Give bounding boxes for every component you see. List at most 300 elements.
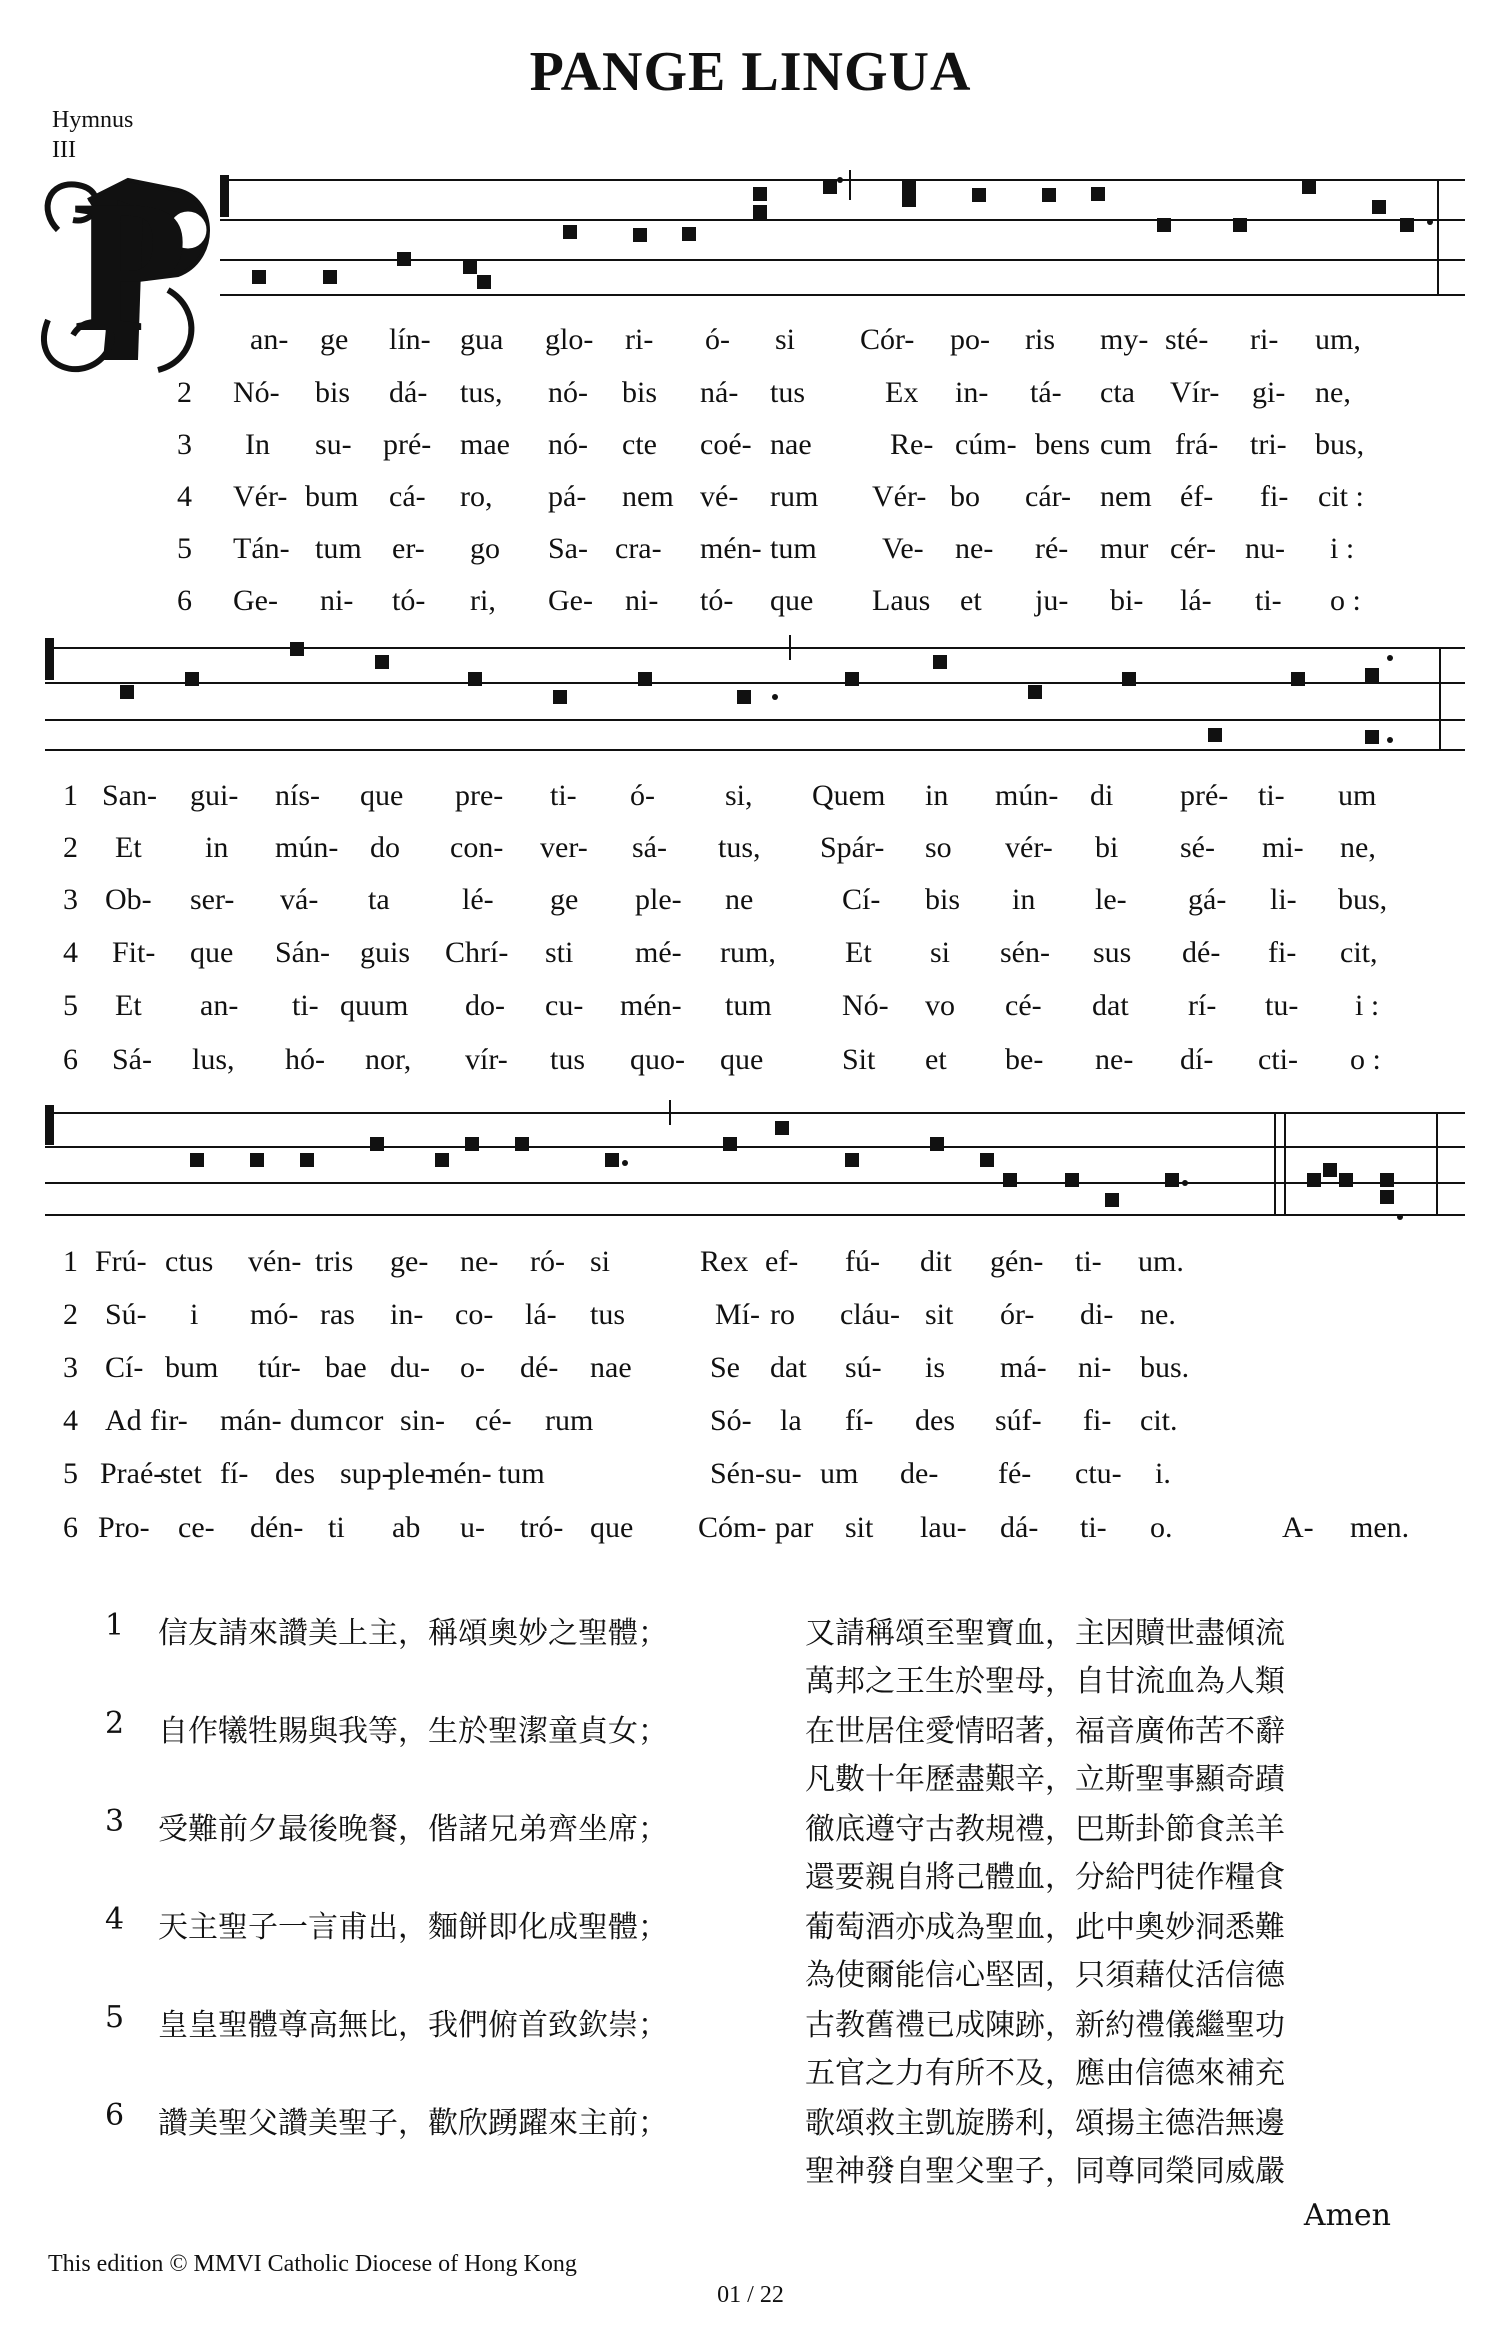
lyric-syllable: li- [1270, 883, 1297, 916]
lyric-syllable: cár- [1025, 480, 1072, 513]
chinese-amen: Amen [1303, 2198, 1391, 2233]
lyric-syllable: 五官之力有所不及，應由信德來補充 [805, 2056, 1285, 2091]
lyric-syllable: Spár- [820, 831, 885, 864]
lyric-syllable: tó- [392, 584, 426, 617]
lyric-syllable: in- [955, 376, 989, 409]
lyric-syllable: ri- [625, 323, 654, 356]
lyric-syllable: Quem [812, 779, 886, 812]
lyric-syllable: Laus [872, 584, 931, 617]
lyric-syllable: bis [315, 376, 351, 409]
lyric-syllable: bus, [1315, 428, 1365, 461]
lyric-syllable: ver- [540, 831, 588, 864]
lyric-syllable: dí- [1180, 1043, 1214, 1076]
lyric-syllable: ni- [625, 584, 659, 617]
lyric-syllable: dá- [389, 376, 428, 409]
lyric-syllable: 為使爾能信心堅固，只須藉仗活信德 [805, 1958, 1285, 1993]
lyric-syllable: co- [455, 1298, 494, 1331]
lyric-syllable: ne- [460, 1245, 499, 1278]
lyric-syllable: ne. [1140, 1298, 1176, 1331]
lyric-syllable: Sén- [710, 1457, 765, 1490]
lyric-syllable: bus, [1338, 883, 1388, 916]
lyric-syllable: er- [392, 532, 425, 565]
lyric-syllable: o : [1350, 1043, 1381, 1076]
lyric-line [0, 779, 1501, 819]
lyric-syllable: an- [200, 989, 239, 1022]
lyric-syllable: guis [360, 936, 411, 969]
lyric-syllable: Sit [842, 1043, 876, 1076]
lyric-syllable: um, [1315, 323, 1361, 356]
lyric-syllable: tum [498, 1457, 545, 1490]
lyric-syllable: si [775, 323, 796, 356]
chinese-verse [0, 2000, 1501, 2048]
lyric-syllable: 又請稱頌至聖寶血，主因贖世盡傾流 [805, 1616, 1285, 1651]
lyric-syllable: mén- [620, 989, 682, 1022]
lyric-syllable: vé- [700, 480, 739, 513]
lyric-syllable: 還要親自將己體血，分給門徒作糧食 [805, 1860, 1285, 1895]
lyric-syllable: tus [770, 376, 806, 409]
lyric-syllable: coé- [700, 428, 752, 461]
lyric-syllable: um [820, 1457, 859, 1490]
lyric-syllable: que [590, 1511, 634, 1544]
lyric-syllable: Ge- [233, 584, 278, 617]
lyric-line [0, 323, 1501, 363]
lyric-syllable: des [915, 1404, 955, 1437]
lyric-syllable: fi- [1083, 1404, 1112, 1437]
lyric-syllable: 4 [63, 1404, 78, 1437]
initial-letter: P [71, 170, 189, 372]
lyric-syllable: nem [622, 480, 674, 513]
lyric-syllable: vér- [1005, 831, 1053, 864]
lyric-syllable: do [370, 831, 400, 864]
lyric-syllable: si [930, 936, 951, 969]
lyric-syllable: sén- [1000, 936, 1050, 969]
lyric-syllable: si, [725, 779, 753, 812]
lyric-syllable: gi- [1252, 376, 1286, 409]
chant-staff [45, 1095, 1445, 1225]
lyric-syllable: lín- [389, 323, 431, 356]
lyric-syllable: rí- [1188, 989, 1217, 1022]
lyric-syllable: sé- [1180, 831, 1215, 864]
amen-syllable: men. [1350, 1511, 1410, 1544]
lyric-syllable: dé- [520, 1351, 559, 1384]
chinese-verse [0, 1902, 1501, 1950]
chinese-verse [0, 1804, 1501, 1852]
lyric-syllable: ple- [635, 883, 682, 916]
lyric-syllable: Cí- [842, 883, 881, 916]
lyric-syllable: bis [925, 883, 961, 916]
lyric-syllable: um. [1138, 1245, 1184, 1278]
lyric-syllable: sté- [1165, 323, 1209, 356]
lyric-syllable: bo [950, 480, 980, 513]
lyric-syllable: 1 [105, 1608, 125, 1643]
lyric-syllable: Sá- [112, 1043, 152, 1076]
lyric-syllable: in [1012, 883, 1036, 916]
lyric-syllable: ri, [470, 584, 496, 617]
lyric-syllable: cor [345, 1404, 384, 1437]
lyric-syllable: 徹底遵守古教規禮，巴斯卦節食羔羊 [805, 1812, 1285, 1847]
lyric-syllable: de- [900, 1457, 939, 1490]
lyric-syllable: Nó- [842, 989, 889, 1022]
lyric-syllable: tus [550, 1043, 586, 1076]
lyric-line [0, 480, 1501, 520]
lyric-syllable: cte [622, 428, 657, 461]
lyric-syllable: 4 [177, 480, 192, 513]
lyric-syllable: 5 [63, 1457, 78, 1490]
lyric-syllable: um [1338, 779, 1377, 812]
lyric-syllable: Vér- [872, 480, 927, 513]
lyric-syllable: 皇皇聖體尊高無比，我們俯首致欽崇； [158, 2008, 668, 2043]
lyric-syllable: que [770, 584, 814, 617]
mode-label [52, 105, 133, 165]
lyric-syllable: tri- [1250, 428, 1287, 461]
lyric-line [0, 532, 1501, 572]
lyric-syllable: Se [710, 1351, 740, 1384]
lyric-syllable: 凡數十年歷盡艱辛，立斯聖事顯奇蹟 [805, 1762, 1285, 1797]
lyric-syllable: bi [1095, 831, 1119, 864]
lyric-syllable: le- [1095, 883, 1127, 916]
lyric-syllable: ge- [390, 1245, 429, 1278]
lyric-syllable: vén- [248, 1245, 302, 1278]
lyric-syllable: túr- [258, 1351, 301, 1384]
lyric-syllable: tró- [520, 1511, 564, 1544]
lyric-syllable: cúm- [955, 428, 1017, 461]
lyric-syllable: 6 [63, 1043, 78, 1076]
lyric-syllable: dit [920, 1245, 952, 1278]
lyric-syllable: i [190, 1298, 199, 1331]
lyric-syllable: ctus [165, 1245, 214, 1278]
lyric-syllable: In [245, 428, 270, 461]
lyric-syllable: cláu- [840, 1298, 900, 1331]
lyric-syllable: ti- [550, 779, 577, 812]
lyric-syllable: cum [1100, 428, 1152, 461]
lyric-syllable: cta [1100, 376, 1135, 409]
lyric-line [0, 936, 1501, 976]
page-title: PANGE LINGUA [529, 41, 972, 103]
lyric-line [0, 1511, 1501, 1551]
lyric-syllable: Nó- [233, 376, 280, 409]
lyric-line [0, 1404, 1501, 1444]
lyric-syllable: vo [925, 989, 955, 1022]
lyric-syllable: rum [545, 1404, 594, 1437]
lyric-syllable: si [590, 1245, 611, 1278]
lyric-syllable: ne- [1095, 1043, 1134, 1076]
lyric-syllable: súf- [995, 1404, 1042, 1437]
lyric-syllable: ne, [1315, 376, 1351, 409]
amen-syllable: A- [1282, 1511, 1314, 1544]
lyric-syllable: cit : [1318, 480, 1364, 513]
lyric-syllable: tris [315, 1245, 354, 1278]
lyric-syllable: Praé- [100, 1457, 164, 1490]
lyric-syllable: Cí- [105, 1351, 144, 1384]
lyric-syllable: cti- [1258, 1043, 1298, 1076]
lyric-line [0, 428, 1501, 468]
lyric-syllable: nem [1100, 480, 1152, 513]
lyric-syllable: Vír- [1170, 376, 1220, 409]
lyric-syllable: bi- [1110, 584, 1144, 617]
lyric-syllable: má- [1000, 1351, 1047, 1384]
lyric-syllable: do- [465, 989, 505, 1022]
lyric-syllable: lus, [192, 1043, 235, 1076]
lyric-syllable: in- [390, 1298, 424, 1331]
lyric-syllable: bens [1035, 428, 1090, 461]
lyric-syllable: cá- [389, 480, 426, 513]
lyric-syllable: 天主聖子一言甫出，麵餅即化成聖體； [158, 1910, 668, 1945]
lyric-syllable: bus. [1140, 1351, 1190, 1384]
lyric-syllable: dat [1092, 989, 1129, 1022]
lyric-syllable: o : [1330, 584, 1361, 617]
lyric-syllable: stet [160, 1457, 202, 1490]
lyric-syllable: ser- [190, 883, 235, 916]
lyric-syllable: que [720, 1043, 764, 1076]
lyric-syllable: tus, [460, 376, 503, 409]
lyric-syllable: lau- [920, 1511, 967, 1544]
lyric-syllable: Frú- [95, 1245, 147, 1278]
lyric-syllable: Mí- [715, 1298, 760, 1331]
lyric-syllable: my- [1100, 323, 1149, 356]
lyric-syllable: ti- [292, 989, 319, 1022]
lyric-syllable: dé- [1182, 936, 1221, 969]
lyric-syllable: 6 [105, 2098, 125, 2133]
copyright-footer: This edition © MMVI Catholic Diocese of Hong Kong [48, 2251, 577, 2277]
lyric-syllable: lé- [462, 883, 494, 916]
lyric-syllable: sin- [400, 1404, 445, 1437]
lyric-syllable: 4 [63, 936, 78, 969]
lyric-syllable: 3 [177, 428, 192, 461]
lyric-syllable: sú- [845, 1351, 882, 1384]
lyric-syllable: Re- [890, 428, 934, 461]
lyric-syllable: mé- [635, 936, 682, 969]
lyric-syllable: Et [845, 936, 872, 969]
lyric-syllable: ju- [1035, 584, 1069, 617]
lyric-syllable: Ex [885, 376, 919, 409]
lyric-syllable: pá- [548, 480, 587, 513]
lyric-syllable: lá- [525, 1298, 557, 1331]
lyric-syllable: pré- [1180, 779, 1229, 812]
lyric-syllable: ne [725, 883, 754, 916]
lyric-syllable: ó- [705, 323, 730, 356]
lyric-syllable: sit [845, 1511, 874, 1544]
mode-label-line: III [52, 137, 76, 163]
lyric-syllable: 聖神發自聖父聖子，同尊同榮同威嚴 [805, 2154, 1285, 2189]
lyric-syllable: 2 [63, 831, 78, 864]
lyric-syllable: mún- [995, 779, 1059, 812]
lyric-syllable: ór- [1000, 1298, 1035, 1331]
lyric-syllable: 2 [63, 1298, 78, 1331]
lyric-syllable: ná- [700, 376, 739, 409]
lyric-syllable: nae [590, 1351, 632, 1384]
lyric-syllable: ti- [1075, 1245, 1102, 1278]
lyric-syllable: par [775, 1511, 814, 1544]
lyric-syllable: sá- [632, 831, 667, 864]
lyric-syllable: frá- [1175, 428, 1219, 461]
lyric-syllable: fí- [220, 1457, 249, 1490]
lyric-syllable: et [960, 584, 982, 617]
lyric-syllable: mún- [275, 831, 339, 864]
lyric-syllable: ti- [1080, 1511, 1107, 1544]
lyric-syllable: 3 [105, 1804, 125, 1839]
lyric-syllable: dat [770, 1351, 807, 1384]
lyric-syllable: tus [590, 1298, 626, 1331]
lyric-syllable: ctu- [1075, 1457, 1122, 1490]
lyric-syllable: du- [390, 1351, 430, 1384]
lyric-syllable: vá- [280, 883, 319, 916]
lyric-syllable: Et [115, 831, 142, 864]
lyric-syllable: ti- [1255, 584, 1282, 617]
lyric-syllable: ge [320, 323, 349, 356]
lyric-syllable: hó- [285, 1043, 325, 1076]
lyric-syllable: o- [460, 1351, 485, 1384]
lyric-syllable: 6 [177, 584, 192, 617]
lyric-syllable: cé- [1005, 989, 1042, 1022]
lyric-syllable: nó- [548, 428, 588, 461]
chinese-verse-cont [0, 1656, 1501, 1704]
lyric-syllable: cu- [545, 989, 584, 1022]
lyric-syllable: ti- [1258, 779, 1285, 812]
lyric-syllable: tu- [1265, 989, 1299, 1022]
lyric-syllable: fí- [845, 1404, 874, 1437]
lyric-syllable: 5 [177, 532, 192, 565]
lyric-syllable: po- [950, 323, 990, 356]
lyric-syllable: nu- [1245, 532, 1285, 565]
lyric-syllable: 古教舊禮已成陳跡，新約禮儀繼聖功 [805, 2008, 1285, 2043]
lyric-syllable: ri- [1250, 323, 1279, 356]
lyric-syllable: mae [460, 428, 510, 461]
lyric-syllable: 葡萄酒亦成為聖血，此中奧妙洞悉難 [805, 1910, 1285, 1945]
lyric-syllable: sus [1093, 936, 1132, 969]
lyric-syllable: nís- [275, 779, 320, 812]
lyric-syllable: tum [770, 532, 817, 565]
lyric-syllable: cit, [1340, 936, 1378, 969]
lyric-syllable: dén- [250, 1511, 304, 1544]
lyric-syllable: Sa- [548, 532, 588, 565]
mode-label-line: Hymnus [52, 107, 134, 133]
lyric-syllable: di- [1080, 1298, 1114, 1331]
lyric-syllable: sup- [340, 1457, 392, 1490]
lyric-syllable: 1 [63, 1245, 78, 1278]
lyric-syllable: 3 [63, 883, 78, 916]
lyric-syllable: fi- [1260, 480, 1289, 513]
lyric-syllable: 6 [63, 1511, 78, 1544]
lyric-syllable: ne- [955, 532, 994, 565]
lyric-syllable: su- [765, 1457, 802, 1490]
lyric-syllable: i : [1330, 532, 1355, 565]
lyric-line [0, 989, 1501, 1029]
chinese-verse-cont [0, 2146, 1501, 2194]
lyric-syllable: 讚美聖父讚美聖子，歡欣踴躍來主前； [158, 2106, 668, 2141]
lyric-syllable: bae [325, 1351, 367, 1384]
chinese-verse [0, 1608, 1501, 1656]
lyric-syllable: u- [460, 1511, 485, 1544]
lyric-syllable: in [205, 831, 229, 864]
lyric-syllable: Fit- [112, 936, 156, 969]
lyric-line [0, 1351, 1501, 1391]
chinese-verse-cont [0, 1754, 1501, 1802]
lyric-syllable: fi- [1268, 936, 1297, 969]
lyric-syllable: tum [315, 532, 362, 565]
lyric-syllable: 受難前夕最後晚餐，偕諸兄弟齊坐席； [158, 1812, 668, 1847]
chinese-verse-cont [0, 1950, 1501, 1998]
lyric-syllable: 5 [63, 989, 78, 1022]
lyric-syllable: fir- [150, 1404, 188, 1437]
lyric-syllable: mur [1100, 532, 1149, 565]
lyric-syllable: fé- [998, 1457, 1032, 1490]
lyric-syllable: ne, [1340, 831, 1376, 864]
lyric-syllable: nor, [365, 1043, 412, 1076]
lyric-syllable: bum [165, 1351, 219, 1384]
lyric-line [0, 1457, 1501, 1497]
lyric-syllable: in [925, 779, 949, 812]
lyric-syllable: gá- [1188, 883, 1227, 916]
lyric-syllable: rum [770, 480, 819, 513]
lyric-line [0, 1245, 1501, 1285]
lyric-syllable: cé- [475, 1404, 512, 1437]
lyric-syllable: 4 [105, 1902, 125, 1937]
lyric-syllable: gén- [990, 1245, 1044, 1278]
lyric-syllable: lá- [1180, 584, 1212, 617]
lyric-syllable: sit [925, 1298, 954, 1331]
lyric-syllable: con- [450, 831, 504, 864]
lyric-syllable: tá- [1030, 376, 1062, 409]
lyric-syllable: go [470, 532, 500, 565]
lyric-syllable: San- [102, 779, 157, 812]
lyric-syllable: 在世居住愛情昭著，福音廣佈苦不辭 [805, 1714, 1285, 1749]
lyric-syllable: ef- [765, 1245, 799, 1278]
lyric-syllable: quum [340, 989, 409, 1022]
lyric-syllable: o. [1150, 1511, 1173, 1544]
lyric-syllable: 歌頌救主凱旋勝利，頌揚主德浩無邊 [805, 2106, 1285, 2141]
lyric-syllable: Pro- [98, 1511, 150, 1544]
lyric-syllable: ce- [178, 1511, 215, 1544]
lyric-syllable: ó- [630, 779, 655, 812]
lyric-syllable: ré- [1035, 532, 1069, 565]
lyric-syllable: ti [328, 1511, 345, 1544]
lyric-syllable: mén- [430, 1457, 492, 1490]
lyric-syllable: 信友請來讚美上主，稱頌奧妙之聖體； [158, 1616, 668, 1651]
lyric-syllable: so [925, 831, 952, 864]
lyric-syllable: 1 [63, 779, 78, 812]
chant-staff [45, 630, 1445, 760]
lyric-syllable: éf- [1180, 480, 1214, 513]
lyric-syllable: pré- [383, 428, 432, 461]
chinese-verse [0, 1706, 1501, 1754]
lyric-syllable: 2 [105, 1706, 125, 1741]
lyric-syllable: vír- [465, 1043, 508, 1076]
lyric-syllable: tó- [700, 584, 734, 617]
lyric-line [0, 584, 1501, 624]
lyric-syllable: Ob- [105, 883, 152, 916]
lyric-line [0, 1043, 1501, 1083]
lyric-syllable: an- [250, 323, 289, 356]
lyric-syllable: gua [460, 323, 504, 356]
chinese-verse [0, 2098, 1501, 2146]
lyric-syllable: dá- [1000, 1511, 1039, 1544]
lyric-syllable: ro [770, 1298, 795, 1331]
lyric-syllable: Ge- [548, 584, 593, 617]
lyric-syllable: nae [770, 428, 812, 461]
lyric-syllable: i : [1355, 989, 1380, 1022]
lyric-syllable: Chrí- [445, 936, 509, 969]
lyric-syllable: su- [315, 428, 352, 461]
lyric-syllable: bum [305, 480, 359, 513]
lyric-syllable: que [190, 936, 234, 969]
lyric-syllable: mó- [250, 1298, 299, 1331]
lyric-syllable: quo- [630, 1043, 685, 1076]
chinese-verse-cont [0, 2048, 1501, 2096]
lyric-syllable: que [360, 779, 404, 812]
lyric-syllable: ris [1025, 323, 1055, 356]
lyric-line [0, 831, 1501, 871]
lyric-syllable: be- [1005, 1043, 1044, 1076]
